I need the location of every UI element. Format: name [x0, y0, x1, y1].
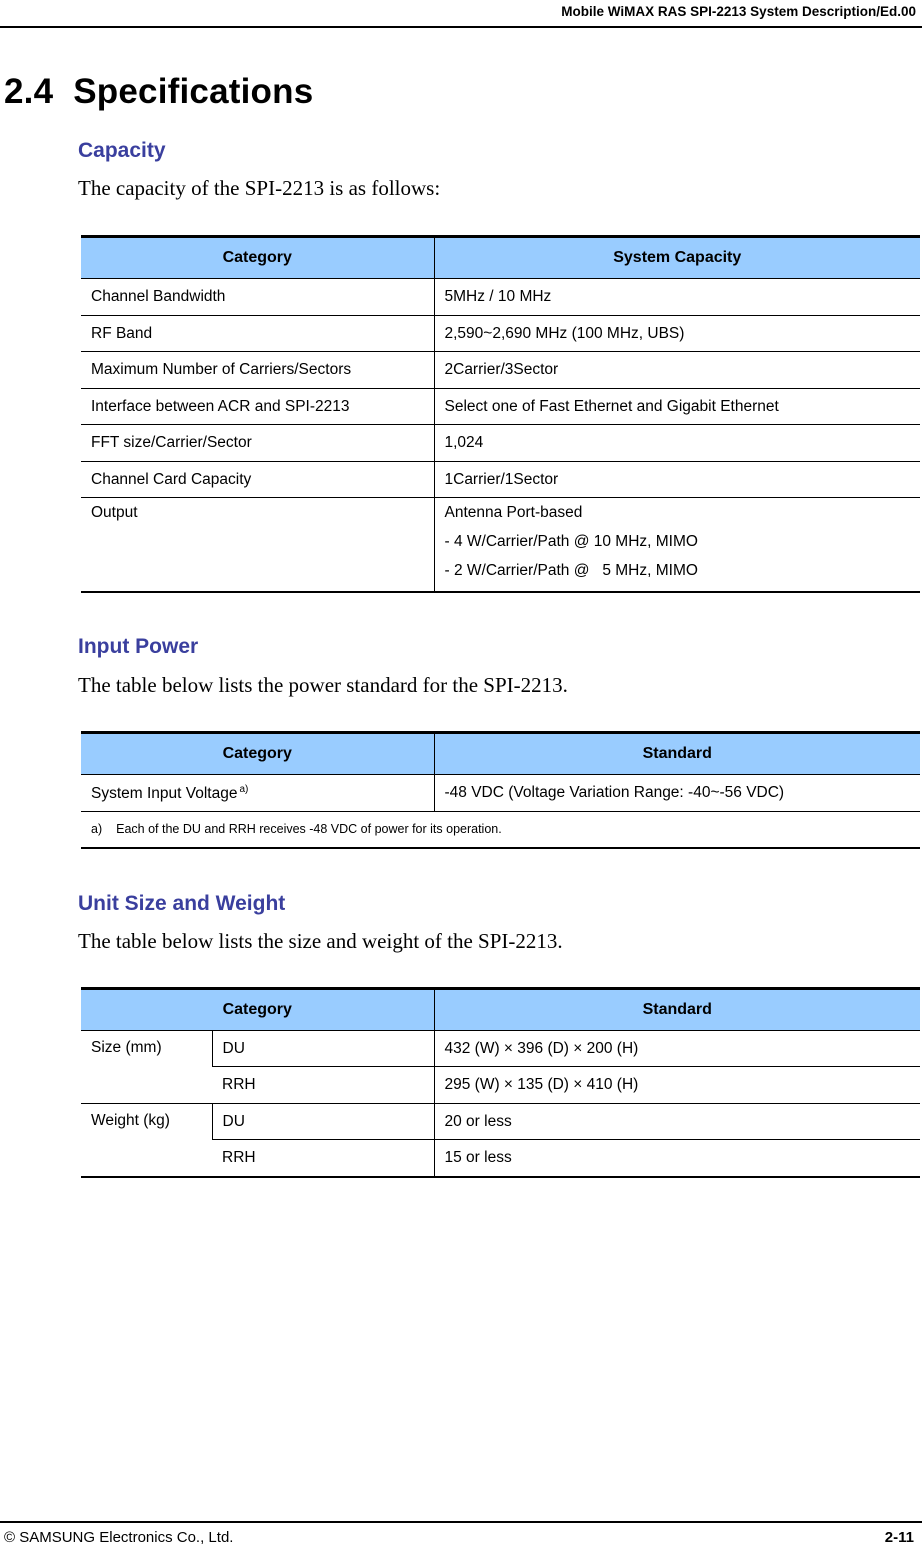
- row-value: 1,024: [434, 425, 920, 462]
- document-title: Mobile WiMAX RAS SPI-2213 System Description/Ed.00: [561, 4, 916, 19]
- table-row: [81, 389, 920, 425]
- copyright: © SAMSUNG Electronics Co., Ltd.: [4, 1529, 234, 1546]
- row-value: -48 VDC (Voltage Variation Range: -40~-56 VDC): [434, 775, 920, 812]
- unit-label: RRH: [212, 1140, 434, 1177]
- row-category: Channel Card Capacity: [81, 462, 434, 498]
- table-row: [81, 498, 920, 592]
- column-header: Category: [81, 733, 434, 775]
- row-value: [434, 498, 920, 592]
- row-value: 2Carrier/3Sector: [434, 352, 920, 389]
- column-header: Category: [81, 989, 434, 1031]
- unit-size-table: [81, 987, 920, 1178]
- running-footer: [0, 1521, 922, 1551]
- table-row: [81, 1104, 920, 1140]
- table-footnote: [81, 812, 920, 848]
- capacity-table: [81, 235, 920, 593]
- capacity-intro: The capacity of the SPI-2213 is as follows:: [78, 176, 441, 200]
- output-line: Antenna Port-based: [444, 504, 583, 521]
- input-power-table: [81, 731, 920, 849]
- column-header: Category: [81, 237, 434, 279]
- table-row: [81, 279, 920, 316]
- table-note-row: [81, 812, 920, 848]
- unit-size-intro: The table below lists the size and weight of the SPI-2213.: [78, 929, 563, 953]
- input-power-heading: Input Power: [78, 635, 199, 658]
- row-value: 5MHz / 10 MHz: [434, 279, 920, 316]
- unit-label: DU: [212, 1031, 434, 1067]
- table-row: [81, 775, 920, 812]
- weight-category: Weight (kg): [81, 1104, 212, 1177]
- input-voltage-label: System Input Voltage: [91, 784, 238, 802]
- table-row: [81, 425, 920, 462]
- row-value: 295 (W) × 135 (D) × 410 (H): [434, 1067, 920, 1104]
- section-number: 2.4: [4, 72, 54, 111]
- row-category: Maximum Number of Carriers/Sectors: [81, 352, 434, 389]
- capacity-heading: Capacity: [78, 139, 166, 162]
- table-row: [81, 1031, 920, 1067]
- column-header: System Capacity: [434, 237, 920, 279]
- row-value: Select one of Fast Ethernet and Gigabit Ethernet: [434, 389, 920, 425]
- row-category: FFT size/Carrier/Sector: [81, 425, 434, 462]
- row-category: Output: [81, 498, 434, 592]
- row-value: 20 or less: [434, 1104, 920, 1140]
- running-header: [0, 0, 922, 28]
- note-mark: a): [91, 822, 103, 837]
- unit-size-heading: Unit Size and Weight: [78, 892, 286, 915]
- unit-label: DU: [212, 1104, 434, 1140]
- page-number: 2-11: [884, 1529, 914, 1546]
- column-header: Standard: [434, 733, 920, 775]
- table-header-row: [81, 733, 920, 775]
- note-text: Each of the DU and RRH receives -48 VDC of power for its operation.: [116, 822, 502, 837]
- output-line: - 4 W/Carrier/Path @ 10 MHz, MIMO: [444, 533, 698, 550]
- row-category: RF Band: [81, 316, 434, 352]
- section-title: [4, 72, 313, 112]
- output-line: - 2 W/Carrier/Path @ 5 MHz, MIMO: [444, 562, 698, 579]
- column-header: Standard: [434, 989, 920, 1031]
- table-header-row: [81, 237, 920, 279]
- unit-label: RRH: [212, 1067, 434, 1104]
- table-row: [81, 462, 920, 498]
- footnote-mark: a): [239, 783, 249, 795]
- input-power-intro: The table below lists the power standard for the SPI-2213.: [78, 673, 568, 697]
- row-category: Channel Bandwidth: [81, 279, 434, 316]
- row-value: 15 or less: [434, 1140, 920, 1177]
- table-header-row: [81, 989, 920, 1031]
- table-row: [81, 316, 920, 352]
- row-value: 432 (W) × 396 (D) × 200 (H): [434, 1031, 920, 1067]
- row-category: [81, 775, 434, 812]
- row-value: 2,590~2,690 MHz (100 MHz, UBS): [434, 316, 920, 352]
- table-row: [81, 352, 920, 389]
- row-category: Interface between ACR and SPI-2213: [81, 389, 434, 425]
- row-value: 1Carrier/1Sector: [434, 462, 920, 498]
- section-title-text: Specifications: [73, 72, 314, 111]
- size-category: Size (mm): [81, 1031, 212, 1104]
